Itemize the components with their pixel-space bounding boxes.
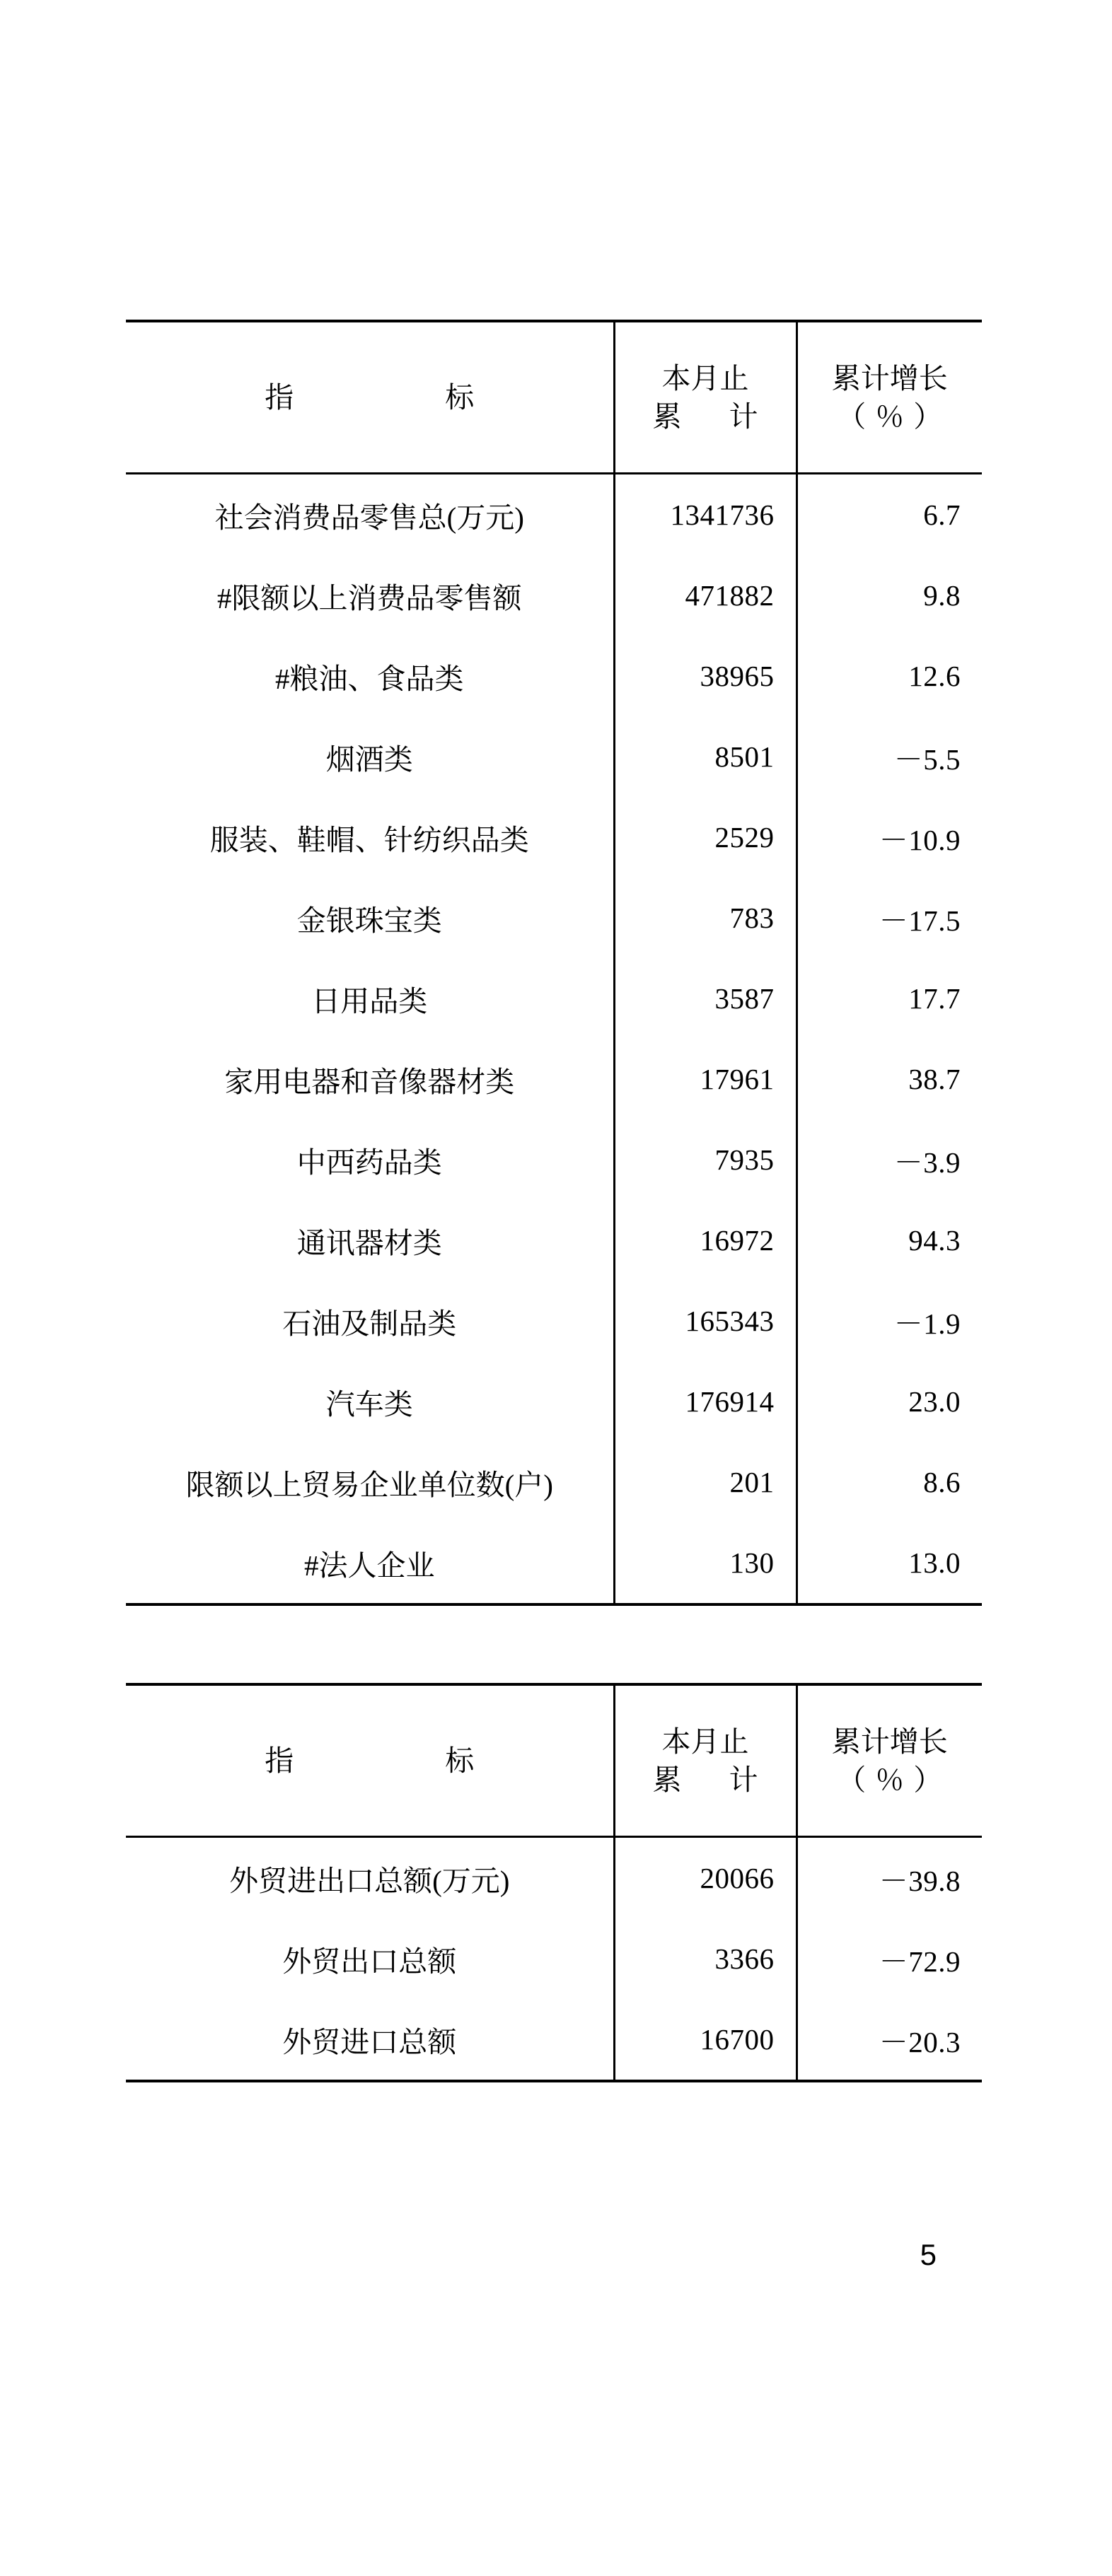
row-value: 17961 [614, 1039, 797, 1119]
foreign-trade-statistics-table [126, 1683, 982, 2082]
row-value: 201 [614, 1442, 797, 1522]
table-row [126, 1522, 982, 1604]
header-value: 本月止 累 计 [614, 321, 797, 474]
row-indicator: 烟酒类 [325, 742, 413, 776]
row-percent: －3.9 [797, 1119, 982, 1200]
table-row [126, 958, 982, 1039]
row-value: 16700 [614, 1999, 797, 2081]
row-value: 1341736 [614, 474, 797, 556]
row-indicator: 外贸进出口总额(万元) [126, 1837, 614, 1919]
header-percent: 累计增长 （％） [797, 321, 982, 474]
row-indicator: 外贸出口总额 [282, 1945, 457, 1978]
row-indicator: 石油及制品类 [282, 1307, 457, 1340]
row-percent: 8.6 [797, 1442, 982, 1522]
table-row [126, 797, 982, 878]
row-percent: 38.7 [797, 1039, 982, 1119]
row-indicator: 服装、鞋帽、针纺织品类 [209, 823, 529, 856]
retail-statistics-table [126, 320, 982, 1606]
row-indicator: #粮油、食品类 [275, 662, 464, 695]
table-row [126, 636, 982, 716]
row-indicator: 社会消费品零售总(万元) [126, 474, 614, 556]
table-row [126, 1200, 982, 1281]
row-percent: －72.9 [797, 1918, 982, 1999]
row-percent: 13.0 [797, 1522, 982, 1604]
row-value: 16972 [614, 1200, 797, 1281]
header-value: 本月止 累 计 [614, 1684, 797, 1837]
row-percent: 12.6 [797, 636, 982, 716]
row-value: 471882 [614, 555, 797, 636]
row-value: 20066 [614, 1837, 797, 1919]
row-indicator: 金银珠宝类 [296, 904, 442, 937]
row-value: 2529 [614, 797, 797, 878]
row-percent: －5.5 [797, 716, 982, 797]
row-value: 38965 [614, 636, 797, 716]
row-indicator: 家用电器和音像器材类 [224, 1065, 515, 1098]
header-indicator: 指 标 [126, 321, 614, 474]
table-row [126, 1837, 982, 1919]
table-row [126, 1442, 982, 1522]
row-percent: 94.3 [797, 1200, 982, 1281]
table-row [126, 1918, 982, 1999]
table-header-row [126, 321, 982, 474]
row-value: 3366 [614, 1918, 797, 1999]
row-percent: 23.0 [797, 1361, 982, 1442]
row-indicator: 通讯器材类 [296, 1226, 442, 1259]
header-percent: 累计增长 （％） [797, 1684, 982, 1837]
row-value: 130 [614, 1522, 797, 1604]
row-percent: －20.3 [797, 1999, 982, 2081]
row-indicator: #法人企业 [126, 1522, 614, 1604]
row-value: 176914 [614, 1361, 797, 1442]
row-percent: －39.8 [797, 1837, 982, 1919]
table-row [126, 1999, 982, 2081]
row-indicator: 汽车类 [325, 1387, 413, 1421]
table-row [126, 1119, 982, 1200]
table-row [126, 716, 982, 797]
table-row [126, 1039, 982, 1119]
table-row [126, 1281, 982, 1361]
row-percent: 9.8 [797, 555, 982, 636]
row-value: 8501 [614, 716, 797, 797]
row-value: 7935 [614, 1119, 797, 1200]
page-number: 5 [920, 2238, 937, 2271]
row-indicator: 日用品类 [311, 984, 428, 1018]
header-indicator: 指 标 [126, 1684, 614, 1837]
table-header-row [126, 1684, 982, 1837]
row-indicator: #限额以上消费品零售额 [217, 581, 522, 614]
row-percent: －17.5 [797, 878, 982, 958]
row-value: 783 [614, 878, 797, 958]
row-value: 165343 [614, 1281, 797, 1361]
table-row [126, 555, 982, 636]
row-percent: 6.7 [797, 474, 982, 556]
table-row [126, 474, 982, 556]
row-percent: 17.7 [797, 958, 982, 1039]
row-indicator: 限额以上贸易企业单位数(户) [185, 1468, 553, 1501]
table-row [126, 878, 982, 958]
row-indicator: 中西药品类 [296, 1146, 442, 1179]
row-value: 3587 [614, 958, 797, 1039]
row-indicator: 外贸进口总额 [126, 1999, 614, 2081]
table-row [126, 1361, 982, 1442]
row-percent: －10.9 [797, 797, 982, 878]
row-percent: －1.9 [797, 1281, 982, 1361]
